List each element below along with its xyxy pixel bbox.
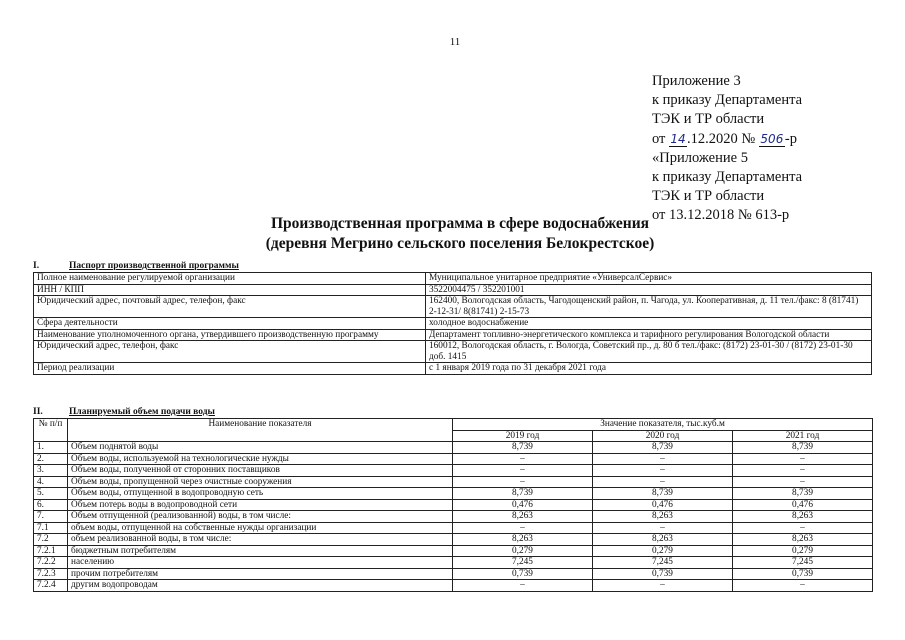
table-row	[34, 488, 873, 500]
volume-table	[33, 418, 873, 592]
value-2019: 0,279	[453, 545, 593, 557]
table-row	[34, 465, 873, 477]
appendix-line: к приказу Департамента	[652, 92, 803, 109]
handwritten-order-number: 506	[760, 131, 784, 146]
value-2019: 7,245	[453, 557, 593, 569]
row-number: 5.	[34, 488, 68, 500]
title-line: Производственная программа в сфере водоснабжения	[270, 215, 650, 232]
row-number: 6.	[34, 499, 68, 511]
appendix-date-line	[652, 130, 802, 149]
value-2020: 8,263	[593, 534, 733, 546]
value-2019: –	[453, 476, 593, 488]
table-row	[34, 284, 872, 296]
value-2021: –	[733, 465, 873, 477]
table-row	[34, 545, 873, 557]
appendix-date-mid: .12.2020 №	[687, 130, 756, 147]
row-indicator-name: бюджетным потребителям	[68, 545, 453, 557]
table-row	[34, 442, 873, 454]
row-number: 7.	[34, 511, 68, 523]
row-indicator-name: населению	[68, 557, 453, 569]
appendix-block	[652, 72, 802, 226]
value-2020: –	[593, 476, 733, 488]
row-indicator-name: объем воды, отпущенной на собственные нужды организации	[68, 522, 453, 534]
value-2021: 8,739	[733, 488, 873, 500]
section2-number: II.	[33, 407, 43, 417]
value-2019: 8,263	[453, 511, 593, 523]
section2-heading	[33, 407, 215, 417]
value-2019: 8,739	[453, 488, 593, 500]
row-indicator-name: другим водопроводам	[68, 580, 453, 592]
table-row	[34, 318, 872, 330]
row-number: 7.1	[34, 522, 68, 534]
value-2020: 0,476	[593, 499, 733, 511]
table-header-row	[34, 419, 873, 431]
value-2019: 0,739	[453, 568, 593, 580]
value-2021: –	[733, 580, 873, 592]
table-row	[34, 341, 872, 363]
title-line: (деревня Мегрино сельского поселения Белокрестское)	[265, 235, 655, 252]
table-row	[34, 296, 872, 318]
passport-label: Период реализации	[34, 363, 426, 375]
passport-value: 160012, Вологодская область, г. Вологда, Советский пр., д. 80 б тел./факс: (8172) 23-01-30 / (8172) 23-01-30 доб. 1415	[426, 341, 872, 363]
value-2020: –	[593, 465, 733, 477]
value-2021: –	[733, 453, 873, 465]
value-2019: 0,476	[453, 499, 593, 511]
row-indicator-name: прочим потребителям	[68, 568, 453, 580]
passport-value: холодное водоснабжение	[426, 318, 872, 330]
table-row	[34, 580, 873, 592]
passport-label: Сфера деятельности	[34, 318, 426, 330]
value-2019: –	[453, 465, 593, 477]
row-number: 4.	[34, 476, 68, 488]
passport-value: Департамент топливно-энергетического комплекса и тарифного регулирования Вологодской области	[426, 329, 872, 341]
row-indicator-name: Объем отпущенной (реализованной) воды, в том числе:	[68, 511, 453, 523]
table-row	[34, 534, 873, 546]
value-2021: 7,245	[733, 557, 873, 569]
row-number: 3.	[34, 465, 68, 477]
row-indicator-name: Объем воды, отпущенной в водопроводную сеть	[68, 488, 453, 500]
section2-title: Планируемый объем подачи воды	[69, 407, 215, 417]
passport-value: с 1 января 2019 года по 31 декабря 2021 года	[426, 363, 872, 375]
row-indicator-name: Объем потерь воды в водопроводной сети	[68, 499, 453, 511]
table-row	[34, 453, 873, 465]
passport-label: Полное наименование регулируемой организации	[34, 273, 426, 285]
table-row	[34, 511, 873, 523]
section1-number: I.	[33, 261, 40, 271]
table-row	[34, 273, 872, 285]
row-number: 7.2.3	[34, 568, 68, 580]
value-2021: 0,739	[733, 568, 873, 580]
header-year-2020: 2020 год	[593, 430, 733, 442]
value-2020: –	[593, 522, 733, 534]
value-2020: 7,245	[593, 557, 733, 569]
header-num: № п/п	[34, 419, 68, 442]
passport-value: Муниципальное унитарное предприятие «УниверсалСервис»	[426, 273, 872, 285]
row-indicator-name: Объем воды, пропущенной через очистные сооружения	[68, 476, 453, 488]
value-2021: –	[733, 522, 873, 534]
table-row	[34, 568, 873, 580]
header-year-2019: 2019 год	[453, 430, 593, 442]
row-number: 7.2.2	[34, 557, 68, 569]
value-2019: –	[453, 453, 593, 465]
header-name: Наименование показателя	[68, 419, 453, 442]
value-2021: 8,263	[733, 534, 873, 546]
appendix-line: от 13.12.2018 № 613-р	[652, 207, 790, 224]
passport-value: 3522004475 / 352201001	[426, 284, 872, 296]
header-value-group: Значение показателя, тыс.куб.м	[453, 419, 873, 431]
row-number: 1.	[34, 442, 68, 454]
appendix-date-prefix: от	[652, 130, 666, 147]
document-title	[120, 214, 800, 254]
appendix-line: к приказу Департамента	[652, 169, 803, 186]
passport-label: Юридический адрес, телефон, факс	[34, 341, 426, 363]
row-indicator-name: объем реализованной воды, в том числе:	[68, 534, 453, 546]
value-2021: 8,739	[733, 442, 873, 454]
table-row	[34, 363, 872, 375]
row-number: 7.2	[34, 534, 68, 546]
passport-value: 162400, Вологодская область, Чагодощенский район, п. Чагода, ул. Кооперативная, д. 11 тел./факс: 8 (81741) 2-12-31/ 8(81741) 2-15-73	[426, 296, 872, 318]
section1-title: Паспорт производственной программы	[69, 261, 239, 271]
value-2020: –	[593, 580, 733, 592]
value-2019: –	[453, 580, 593, 592]
appendix-line: «Приложение 5	[652, 149, 748, 166]
row-indicator-name: Объем воды, полученной от сторонних поставщиков	[68, 465, 453, 477]
value-2020: 8,739	[593, 488, 733, 500]
value-2021: 0,476	[733, 499, 873, 511]
header-year-2021: 2021 год	[733, 430, 873, 442]
appendix-line: ТЭК и ТР области	[652, 111, 765, 128]
row-number: 2.	[34, 453, 68, 465]
row-number: 7.2.4	[34, 580, 68, 592]
table-row	[34, 522, 873, 534]
value-2019: 8,739	[453, 442, 593, 454]
passport-label: Юридический адрес, почтовый адрес, телефон, факс	[34, 296, 426, 318]
passport-label: Наименование уполномоченного органа, утвердившего производственную программу	[34, 329, 426, 341]
table-row	[34, 476, 873, 488]
value-2021: –	[733, 476, 873, 488]
page-number: 11	[449, 36, 461, 48]
section1-heading	[33, 261, 239, 271]
table-row	[34, 557, 873, 569]
value-2021: 0,279	[733, 545, 873, 557]
row-number: 7.2.1	[34, 545, 68, 557]
value-2020: 0,279	[593, 545, 733, 557]
table-row	[34, 329, 872, 341]
value-2020: 8,739	[593, 442, 733, 454]
row-indicator-name: Объем воды, используемой на технологические нужды	[68, 453, 453, 465]
value-2020: –	[593, 453, 733, 465]
appendix-line: ТЭК и ТР области	[652, 188, 765, 205]
table-row	[34, 499, 873, 511]
handwritten-day: 14	[670, 131, 686, 146]
value-2019: –	[453, 522, 593, 534]
row-indicator-name: Объем поднятой воды	[68, 442, 453, 454]
appendix-line: Приложение 3	[652, 73, 741, 89]
value-2019: 8,263	[453, 534, 593, 546]
passport-table	[33, 272, 872, 375]
value-2021: 8,263	[733, 511, 873, 523]
value-2020: 0,739	[593, 568, 733, 580]
passport-label: ИНН / КПП	[34, 284, 426, 296]
appendix-date-suffix: -р	[784, 130, 797, 147]
value-2020: 8,263	[593, 511, 733, 523]
